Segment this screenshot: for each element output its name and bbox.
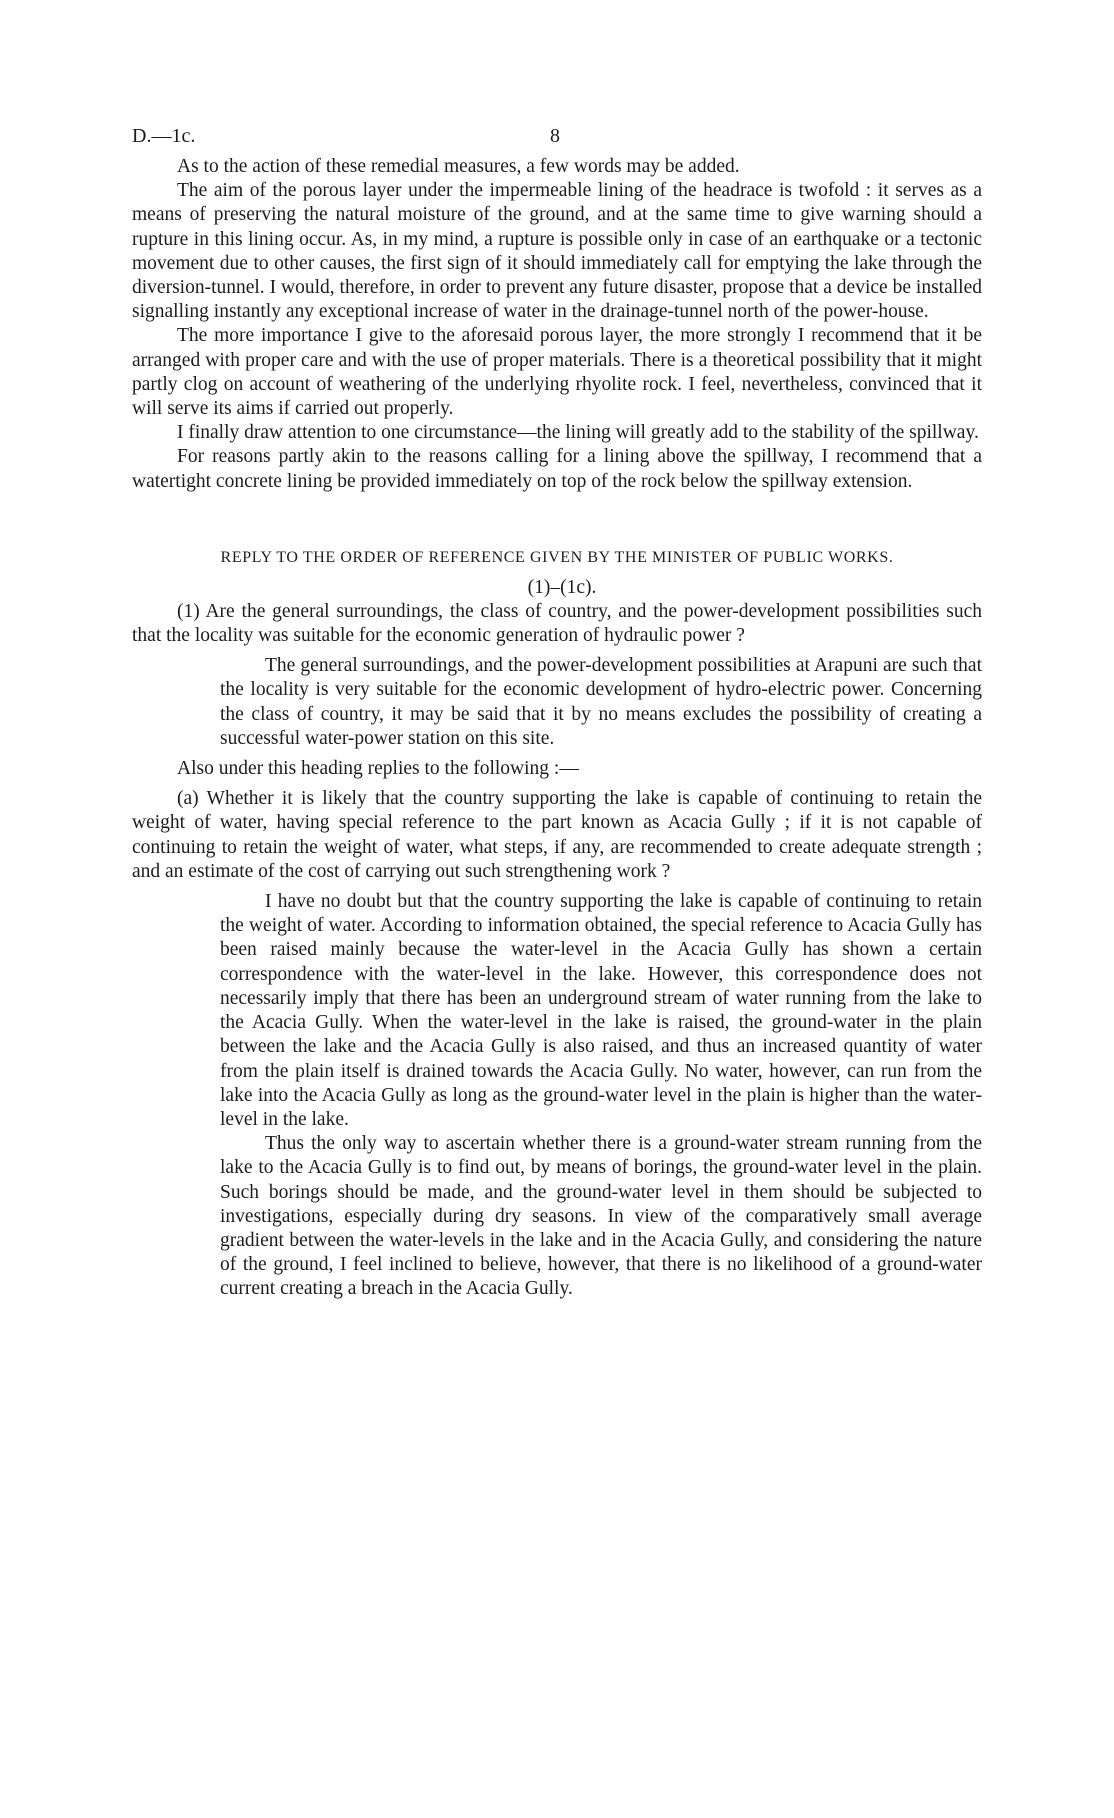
- answer-paragraph: The general surroundings, and the power-development possibilities at Arapuni are such that the locality is very suitable for the economic development of hydro-electric power. Concerning the class of country, it may be said that it by no means excludes the possibility of creating a successful water-power station on this site.: [220, 655, 982, 749]
- question-paragraph: (1) Are the general surroundings, the class of country, and the power-development possibilities such that the locality was suitable for the economic generation of hydraulic power ?: [132, 600, 982, 647]
- page-number: 8: [550, 125, 560, 147]
- body-paragraph: Also under this heading replies to the following :—: [177, 758, 579, 780]
- document-reference: D.—1c.: [132, 125, 196, 147]
- section-subheading: (1)–(1c).: [527, 576, 597, 598]
- question-paragraph: (a) Whether it is likely that the country supporting the lake is capable of continuing to retain the weight of water, having special reference to the part known as Acacia Gully ; if it is not capable of continuing to retain the weight of water, what steps, if any, are recommended to create adequate strength ; and an estimate of the cost of carrying out such strengthening work ?: [132, 788, 982, 882]
- body-paragraph: I finally draw attention to one circumstance—the lining will greatly add to the stability of the spillway.: [177, 422, 979, 444]
- answer-paragraph: I have no doubt but that the country supporting the lake is capable of continuing to retain the weight of water. According to information obtained, the special reference to Acacia Gully has been raised mainly because the water-level in the Acacia Gully has shown a certain correspondence with the water-level in the lake. However, this correspondence does not necessarily imply that there has been an underground stream of water running from the lake to the Acacia Gully. When the water-level in the lake is raised, the ground-water in the plain between the lake and the Acacia Gully is also raised, and thus an increased quantity of water from the plain itself is drained towards the Acacia Gully. No water, however, can run from the lake into the Acacia Gully as long as the ground-water level in the plain is higher than the water-level in the lake.: [220, 891, 982, 1130]
- body-paragraph: The more importance I give to the aforesaid porous layer, the more strongly I recommend that it be arranged with proper care and with the use of proper materials. There is a theoretical possibility that it might partly clog on account of weathering of the underlying rhyolite rock. I feel, nevertheless, convinced that it will serve its aims if carried out properly.: [132, 325, 982, 420]
- section-heading: REPLY TO THE ORDER OF REFERENCE GIVEN BY THE MINISTER OF PUBLIC WORKS.: [220, 548, 894, 566]
- body-paragraph: The aim of the porous layer under the impermeable lining of the headrace is twofold : it serves as a means of preserving the natural moisture of the ground, and at the same time to give warning should a rupture in this lining occur. As, in my mind, a rupture is possible only in case of an earthquake or a tectonic movement due to other causes, the first sign of it should immediately call for emptying the lake through the diversion-tunnel. I would, therefore, in order to prevent any future disaster, propose that a device be installed signalling instantly any exceptional increase of water in the drainage-tunnel north of the power-house.: [132, 180, 982, 323]
- answer-paragraph: Thus the only way to ascertain whether there is a ground-water stream running from the lake to the Acacia Gully is to find out, by means of borings, the ground-water level in the plain. Such borings should be made, and the ground-water level in them should be subjected to investigations, especially during dry seasons. In view of the comparatively small average gradient between the water-levels in the lake and in the Acacia Gully, and considering the nature of the ground, I feel inclined to believe, however, that there is no likelihood of a ground-water current creating a breach in the Acacia Gully.: [220, 1133, 982, 1300]
- body-paragraph: For reasons partly akin to the reasons calling for a lining above the spillway, I recommend that a watertight concrete lining be provided immediately on top of the rock below the spillway extension.: [132, 446, 982, 492]
- body-paragraph: As to the action of these remedial measures, a few words may be added.: [177, 156, 740, 177]
- document-page: [132, 125, 982, 1302]
- page-header: [132, 125, 982, 155]
